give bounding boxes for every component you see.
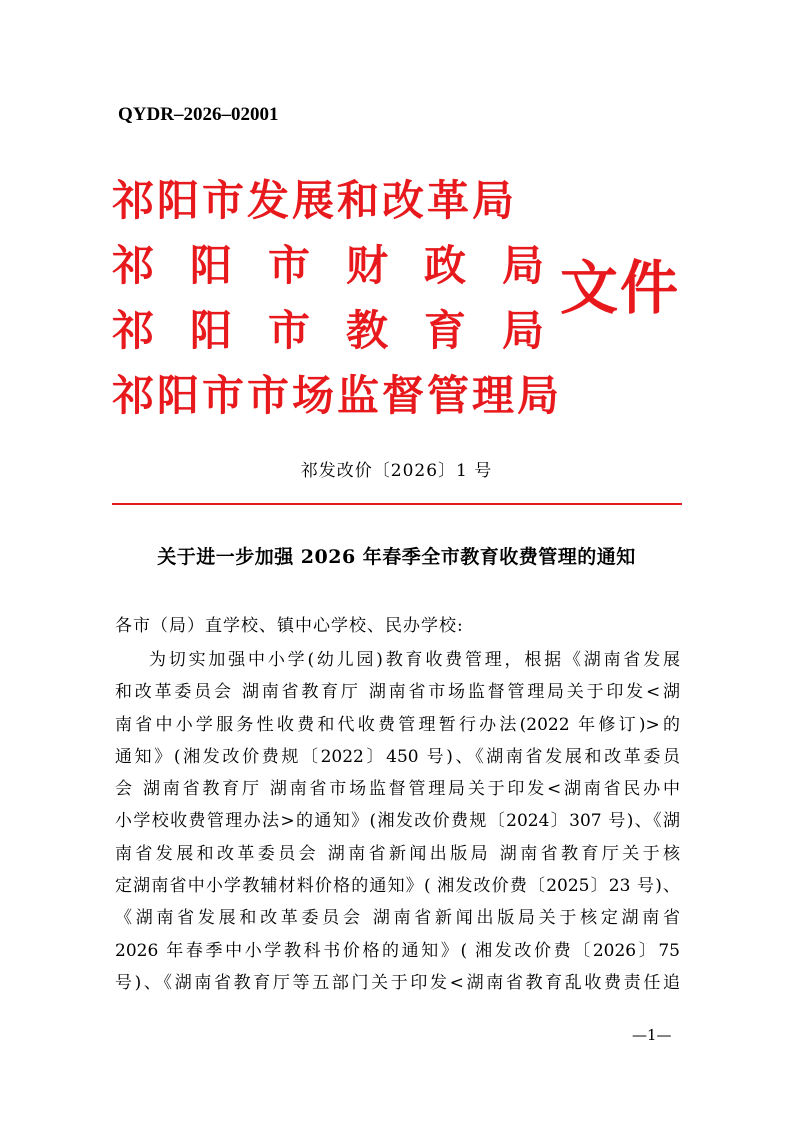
document-number: 祁发改价〔2026〕1 号 xyxy=(300,461,493,481)
page-number: —1— xyxy=(632,1026,672,1044)
body-line: 号)、《湖南省教育厅等五部门关于印发<湖南省教育乱收费责任追 xyxy=(115,972,680,993)
body-text xyxy=(115,644,680,999)
addressee: 各市（局）直学校、镇中心学校、民办学校: xyxy=(115,616,464,636)
file-word: 文件 xyxy=(560,254,681,322)
body-line: 《湖南省发展和改革委员会 湖南省新闻出版局关于核定湖南省 xyxy=(115,908,680,929)
issuer-market-regulation: 祁阳市市场监督管理局 xyxy=(112,371,563,420)
document-code: QYDR–2026–02001 xyxy=(118,104,279,125)
body-line: 会 湖南省教育厅 湖南省市场监督管理局关于印发<湖南省民办中 xyxy=(115,779,680,800)
notice-title: 关于进一步加强 2026 年春季全市教育收费管理的通知 xyxy=(157,546,636,568)
body-line: 小学校收费管理办法>的通知》(湘发改价费规〔2024〕307 号)、《湖 xyxy=(115,811,680,832)
body-line: 2026 年春季中小学教科书价格的通知》( 湘发改价费〔2026〕75 xyxy=(115,940,680,961)
body-line: 南省发展和改革委员会 湖南省新闻出版局 湖南省教育厅关于核 xyxy=(115,843,680,864)
body-line: 和改革委员会 湖南省教育厅 湖南省市场监督管理局关于印发<湖 xyxy=(115,682,680,703)
body-line: 通知》(湘发改价费规〔2022〕450 号)、《湖南省发展和改革委员 xyxy=(115,746,680,767)
issuer-header xyxy=(112,160,702,430)
body-line: 为切实加强中小学(幼儿园)教育收费管理，根据《湖南省发展 xyxy=(149,650,680,670)
issuer-education: 祁阳市教育局 xyxy=(112,306,581,355)
issuer-development-reform: 祁阳市发展和改革局 xyxy=(112,176,518,225)
red-divider xyxy=(112,503,682,505)
body-line: 南省中小学服务性收费和代收费管理暂行办法(2022 年修订)>的 xyxy=(115,714,680,735)
body-line: 定湖南省中小学教辅材料价格的通知》( 湘发改价费〔2025〕23 号)、 xyxy=(115,876,680,897)
issuer-finance: 祁阳市财政局 xyxy=(112,241,581,290)
